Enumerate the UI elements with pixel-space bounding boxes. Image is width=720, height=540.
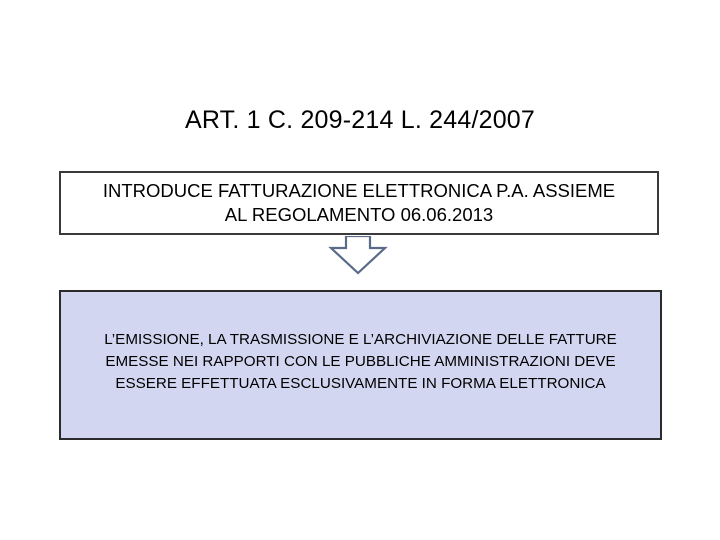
down-arrow-icon xyxy=(328,236,388,276)
rule-text xyxy=(104,329,617,395)
intro-text-line: AL REGOLAMENTO 06.06.2013 xyxy=(224,204,494,225)
rule-box xyxy=(59,290,662,440)
slide-title: ART. 1 C. 209-214 L. 244/2007 xyxy=(184,106,536,134)
intro-box xyxy=(59,171,659,235)
rule-text-line: L’EMISSIONE, LA TRASMISSIONE E L’ARCHIVIAZIONE DELLE FATTURE xyxy=(104,331,617,348)
rule-text-line: EMESSE NEI RAPPORTI CON LE PUBBLICHE AMMINISTRAZIONI DEVE xyxy=(105,353,616,370)
intro-text-line: INTRODUCE FATTURAZIONE ELETTRONICA P.A. ASSIEME xyxy=(102,180,616,201)
rule-text-line: ESSERE EFFETTUATA ESCLUSIVAMENTE IN FORMA ELETTRONICA xyxy=(115,375,606,392)
intro-text xyxy=(103,179,615,227)
